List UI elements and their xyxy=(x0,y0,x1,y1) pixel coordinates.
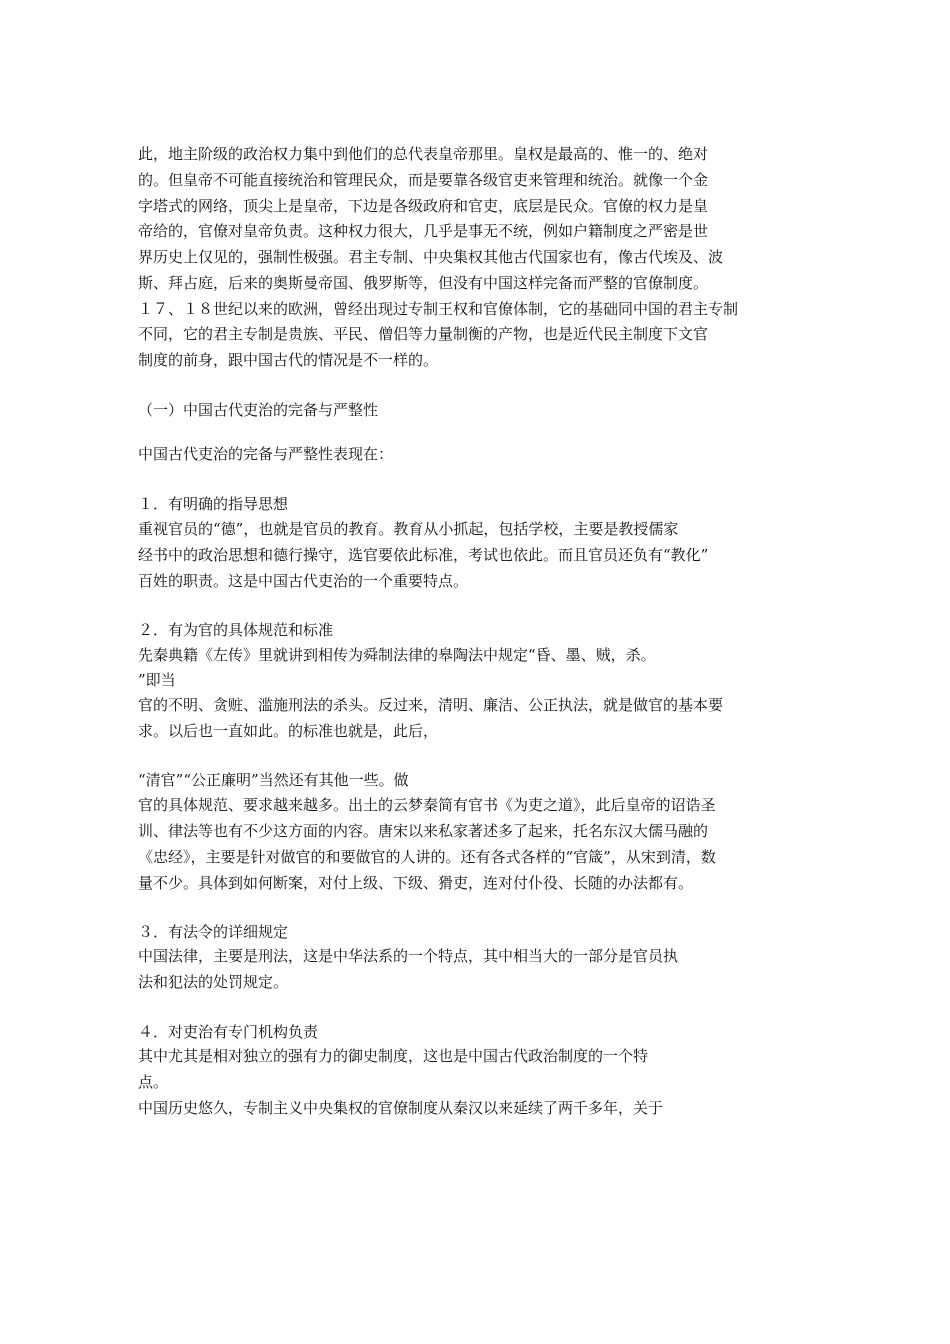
text-line: 求。以后也一直如此。的标准也就是，此后， xyxy=(138,722,439,740)
text-line: 《忠经》，主要是针对做官的和要做官的人讲的。还有各式各样的“官箴”，从宋到清，数 xyxy=(138,848,716,866)
text-line: “清官”“公正廉明”当然还有其他一些。做 xyxy=(138,771,409,789)
text-line: 量不少。具体到如何断案，对付上级、下级、猾吏，连对付仆役、长随的办法都有。 xyxy=(138,874,694,892)
text-line: ”即当 xyxy=(138,671,176,689)
item-heading: ２．有为官的具体规范和标准 xyxy=(138,621,334,639)
text-line: 此，地主阶级的政治权力集中到他们的总代表皇帝那里。皇权是最高的、惟一的、绝对 xyxy=(138,145,709,163)
text-line: 点。 xyxy=(138,1073,169,1091)
text-line: 重视官员的“德”，也就是官员的教育。教育从小抓起，包括学校，主要是教授儒家 xyxy=(138,520,679,538)
text-line: 不同，它的君主专制是贵族、平民、僧侣等力量制衡的产物，也是近代民主制度下文官 xyxy=(138,325,709,343)
text-line: 的。但皇帝不可能直接统治和管理民众，而是要靠各级官吏来管理和统治。就像一个金 xyxy=(138,171,709,189)
text-line: 经书中的政治思想和德行操守，选官要依此标准，考试也依此。而且官员还负有“教化” xyxy=(138,546,709,564)
item-heading: １．有明确的指导思想 xyxy=(138,495,289,513)
text-line: 制度的前身，跟中国古代的情况是不一样的。 xyxy=(138,351,439,369)
text-line: 中国历史悠久，专制主义中央集权的官僚制度从秦汉以来延续了两千多年，关于 xyxy=(138,1099,664,1117)
text-line: 训、律法等也有不少这方面的内容。唐宋以来私家著述多了起来，托名东汉大儒马融的 xyxy=(138,822,709,840)
text-line: 字塔式的网络，顶尖上是皇帝，下边是各级政府和官吏，底层是民众。官僚的权力是皇 xyxy=(138,197,709,215)
text-line: 百姓的职责。这是中国古代吏治的一个重要特点。 xyxy=(138,572,469,590)
text-line: 官的具体规范、要求越来越多。出土的云梦秦简有官书《为吏之道》，此后皇帝的诏诰圣 xyxy=(138,796,716,814)
section-heading: （一）中国古代吏治的完备与严整性 xyxy=(138,401,379,419)
text-line: 中国法律，主要是刑法，这是中华法系的一个特点，其中相当大的一部分是官员执 xyxy=(138,947,679,965)
item-heading: ４．对吏治有专门机构负责 xyxy=(138,1023,319,1041)
item-heading: ３．有法令的详细规定 xyxy=(138,923,289,941)
text-line: 斯、拜占庭，后来的奥斯曼帝国、俄罗斯等，但没有中国这样完备而严整的官僚制度。 xyxy=(138,274,709,292)
text-line: 界历史上仅见的，强制性极强。君主专制、中央集权其他古代国家也有，像古代埃及、波 xyxy=(138,248,724,266)
text-line: 官的不明、贪赃、滥施刑法的杀头。反过来，清明、廉洁、公正执法，就是做官的基本要 xyxy=(138,696,724,714)
text-line: 法和犯法的处罚规定。 xyxy=(138,973,289,991)
text-line: 帝给的，官僚对皇帝负责。这种权力很大，几乎是事无不统，例如户籍制度之严密是世 xyxy=(138,222,709,240)
text-line: １７、１８世纪以来的欧洲，曾经出现过专制王权和官僚体制，它的基础同中国的君主专制 xyxy=(138,300,739,318)
text-line: 中国古代吏治的完备与严整性表现在： xyxy=(138,445,394,463)
text-line: 先秦典籍《左传》里就讲到相传为舜制法律的皋陶法中规定“昏、墨、贼，杀。 xyxy=(138,646,656,664)
text-line: 其中尤其是相对独立的强有力的御史制度，这也是中国古代政治制度的一个特 xyxy=(138,1047,649,1065)
